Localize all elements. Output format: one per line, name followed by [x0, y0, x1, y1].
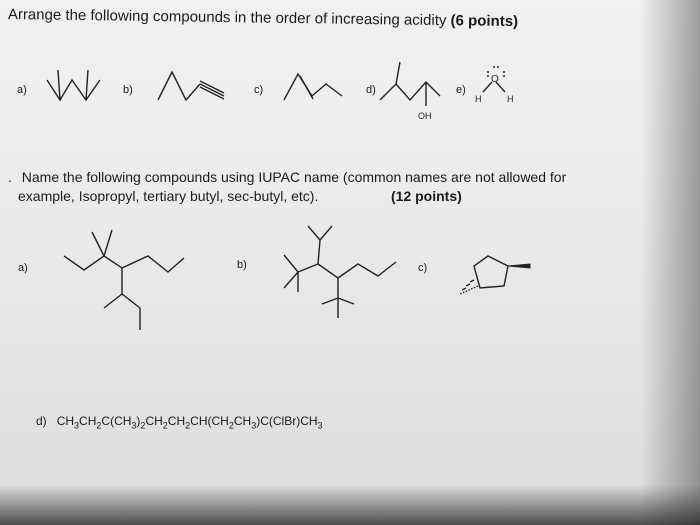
question2-line2: example, Isopropyl, tertiary butyl, sec-butyl, etc). — [18, 188, 319, 204]
formula-sub: 2 — [228, 420, 234, 431]
question2-points: (12 points) — [391, 188, 462, 204]
q1-label-c: c) — [254, 84, 264, 96]
q2-structure-c — [460, 256, 530, 294]
question2-line1-text: Name the following compounds using IUPAC name (common names are not allowed for — [21, 169, 567, 185]
question1-points: (6 points) — [450, 12, 519, 31]
formula-sub: 2 — [162, 420, 168, 431]
q1-label-d: d) — [366, 84, 376, 96]
q1-label-b: b) — [123, 84, 133, 96]
formula-part: )C(ClBr)CH — [256, 414, 318, 428]
formula-part: CH(CH — [190, 414, 229, 428]
q1-structure-d — [380, 62, 440, 106]
q2-label-a: a) — [18, 262, 28, 274]
q2-structure-a — [64, 230, 184, 330]
formula-sub: 3 — [317, 420, 323, 431]
q1-label-e: e) — [456, 84, 466, 96]
formula-sub: 3 — [131, 420, 137, 431]
water-h-left: H — [475, 94, 482, 104]
formula-sub: 2 — [96, 420, 102, 431]
q1-oh-label: OH — [418, 111, 432, 121]
formula-part: C(CH — [101, 414, 132, 428]
q1-label-a: a) — [17, 84, 27, 96]
formula-part: CH — [167, 414, 186, 428]
question2-bullet: . — [8, 169, 12, 185]
formula-sub: 3 — [251, 420, 257, 431]
formula-part: CH — [79, 414, 97, 428]
water-o: O — [491, 74, 499, 85]
q1-structure-a — [47, 70, 100, 100]
bleed-through-text — [30, 210, 33, 224]
formula-sub: 2 — [140, 420, 146, 431]
formula-part: CH — [233, 414, 252, 428]
formula-sub: 3 — [74, 420, 80, 431]
q2-label-c: c) — [418, 262, 428, 274]
formula-d-label: d) — [36, 414, 47, 428]
q2-structure-b — [284, 226, 396, 318]
formula-part: CH — [56, 414, 75, 428]
q1-structure-c — [284, 74, 342, 100]
q2-label-b: b) — [237, 259, 247, 271]
paper-shadow — [640, 0, 700, 525]
formula-part: CH — [145, 414, 163, 428]
paper-bottom-edge — [0, 485, 700, 525]
question1-text: Arrange the following compounds in the order of increasing acidity — [7, 6, 447, 30]
formula-sub: 2 — [185, 420, 191, 431]
q1-structure-b — [158, 72, 224, 100]
formula-part: ) — [136, 414, 141, 428]
water-h-right: H — [507, 94, 514, 104]
